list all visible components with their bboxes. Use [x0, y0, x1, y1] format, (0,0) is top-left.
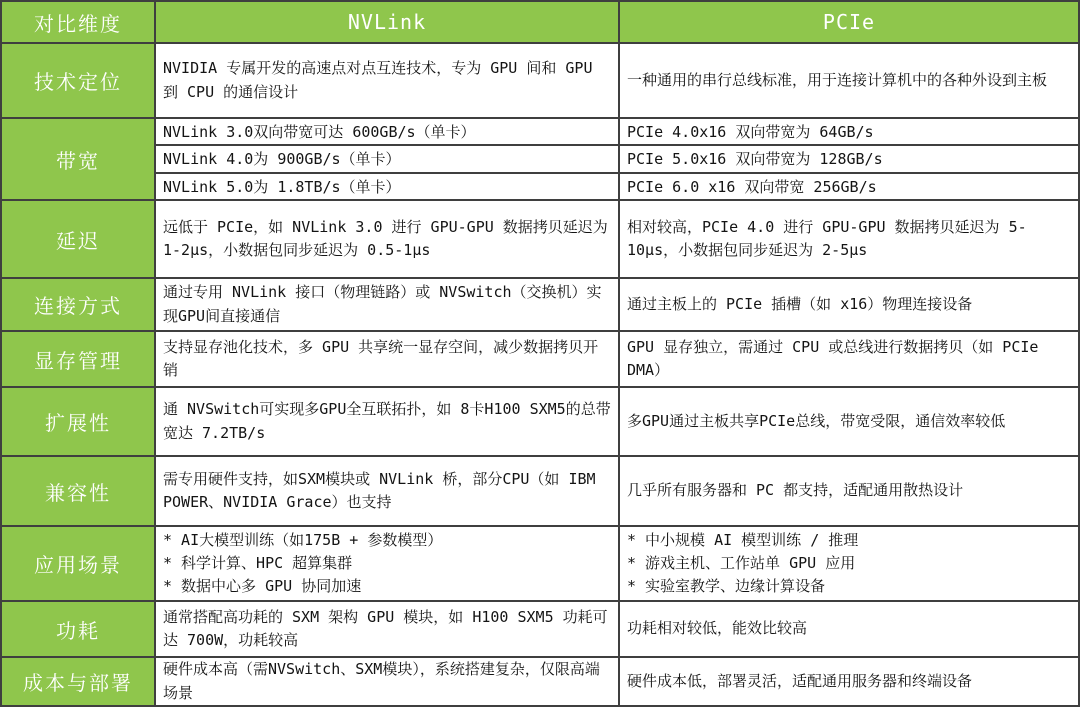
cell-text: NVIDIA 专属开发的高速点对点互连技术，专为 GPU 间和 GPU 到 CPU 的通信设计	[163, 59, 593, 101]
pcie-cell-scalability	[620, 388, 1078, 455]
cell-text: 硬件成本高（需NVSwitch、SXM模块），系统搭建复杂，仅限高端场景	[163, 660, 600, 702]
cell-text: 硬件成本低，部署灵活，适配通用服务器和终端设备	[627, 671, 973, 690]
cell-text: 通过主板上的 PCIe 插槽（如 x16）物理连接设备	[627, 294, 973, 313]
nvlink-cell-compatibility	[156, 457, 618, 525]
cell-text: GPU 显存独立，需通过 CPU 或总线进行数据拷贝（如 PCIe DMA）	[627, 337, 1039, 379]
pcie-cell-memory	[620, 332, 1078, 386]
use-case-item: * 数据中心多 GPU 协同加速	[163, 577, 362, 596]
nvlink-cell-cost-deployment	[156, 658, 618, 705]
bandwidth-subrow: NVLink 5.0为 1.8TB/s（单卡）	[156, 174, 618, 199]
header-cell-pcie: PCIe	[620, 2, 1078, 42]
nvlink-cell-power	[156, 602, 618, 656]
nvlink-cell-connection	[156, 279, 618, 330]
cell-text: 需专用硬件支持，如SXM模块或 NVLink 桥，部分CPU（如 IBM POWER、NVIDIA Grace）也支持	[163, 469, 596, 511]
row-label-scalability: 扩展性	[2, 388, 154, 455]
nvlink-cell-tech-position	[156, 44, 618, 117]
nvlink-cell-use-cases	[156, 527, 618, 600]
use-case-item: * 科学计算、HPC 超算集群	[163, 553, 353, 572]
row-label-latency: 延迟	[2, 201, 154, 277]
bandwidth-subrow: NVLink 4.0为 900GB/s（单卡）	[156, 146, 618, 171]
cell-text: 功耗相对较低，能效比较高	[627, 619, 808, 638]
cell-text: 通常搭配高功耗的 SXM 架构 GPU 模块，如 H100 SXM5 功耗可达 700W，功耗较高	[163, 607, 608, 649]
row-label-tech-position: 技术定位	[2, 44, 154, 117]
cell-text: 通 NVSwitch可实现多GPU全互联拓扑，如 8卡H100 SXM5的总带宽达 7.2TB/s	[163, 400, 611, 442]
pcie-cell-compatibility	[620, 457, 1078, 525]
nvlink-cell-memory	[156, 332, 618, 386]
use-case-item: * 游戏主机、工作站单 GPU 应用	[627, 553, 856, 572]
cell-text: 几乎所有服务器和 PC 都支持，适配通用散热设计	[627, 481, 964, 500]
use-case-item: * 实验室教学、边缘计算设备	[627, 577, 826, 596]
pcie-cell-power	[620, 602, 1078, 656]
nvlink-cell-bandwidth	[156, 119, 618, 199]
pcie-cell-bandwidth	[620, 119, 1078, 199]
pcie-cell-connection	[620, 279, 1078, 330]
cell-text: 通过专用 NVLink 接口（物理链路）或 NVSwitch（交换机）实现GPU间直接通信	[163, 283, 602, 325]
row-label-connection: 连接方式	[2, 279, 154, 330]
nvlink-cell-scalability	[156, 388, 618, 455]
row-label-power: 功耗	[2, 602, 154, 656]
use-case-item: * 中小规模 AI 模型训练 / 推理	[627, 530, 859, 549]
cell-text: 支持显存池化技术，多 GPU 共享统一显存空间，减少数据拷贝开销	[163, 337, 599, 379]
header-cell-nvlink: NVLink	[156, 2, 618, 42]
row-label-compatibility: 兼容性	[2, 457, 154, 525]
use-case-item: * AI大模型训练（如175B + 参数模型）	[163, 530, 443, 549]
row-label-use-cases: 应用场景	[2, 527, 154, 600]
pcie-cell-tech-position	[620, 44, 1078, 117]
nvlink-cell-latency	[156, 201, 618, 277]
bandwidth-subrow: PCIe 4.0x16 双向带宽为 64GB/s	[620, 119, 1078, 144]
header-cell-dimension: 对比维度	[2, 2, 154, 42]
cell-text: 多GPU通过主板共享PCIe总线，带宽受限，通信效率较低	[627, 411, 1006, 430]
cell-text: 远低于 PCIe，如 NVLink 3.0 进行 GPU-GPU 数据拷贝延迟为 1-2μs，小数据包同步延迟为 0.5-1μs	[163, 217, 608, 259]
row-label-cost-deployment: 成本与部署	[2, 658, 154, 705]
pcie-cell-cost-deployment	[620, 658, 1078, 705]
row-label-memory: 显存管理	[2, 332, 154, 386]
bandwidth-subrow: PCIe 6.0 x16 双向带宽 256GB/s	[620, 174, 1078, 199]
pcie-cell-use-cases	[620, 527, 1078, 600]
cell-text: 相对较高，PCIe 4.0 进行 GPU-GPU 数据拷贝延迟为 5-10μs，小数据包同步延迟为 2-5μs	[627, 217, 1027, 259]
bandwidth-subrow: PCIe 5.0x16 双向带宽为 128GB/s	[620, 146, 1078, 171]
bandwidth-subrow: NVLink 3.0双向带宽可达 600GB/s（单卡）	[156, 119, 618, 144]
row-label-bandwidth: 带宽	[2, 119, 154, 199]
pcie-cell-latency	[620, 201, 1078, 277]
cell-text: 一种通用的串行总线标准，用于连接计算机中的各种外设到主板	[627, 70, 1048, 89]
